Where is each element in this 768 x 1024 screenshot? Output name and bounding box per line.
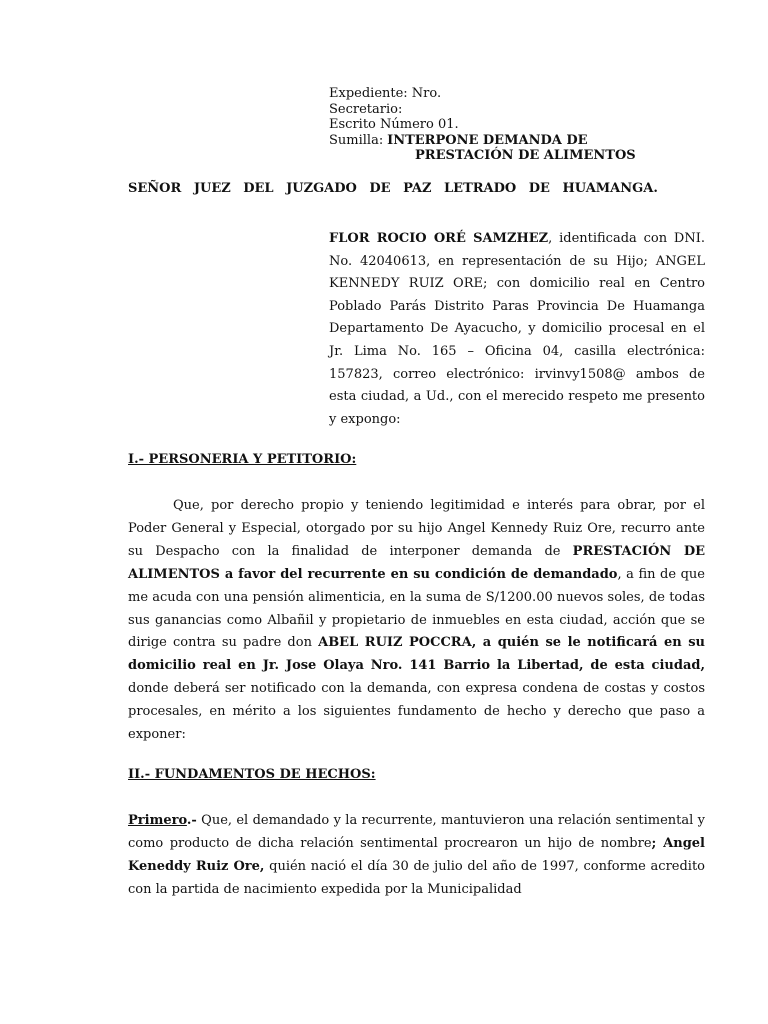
primero-text-2: quién nació el día 30 de julio del año de 1997, conforme acredito con la partida de nacimiento expedida por la Municipalidad xyxy=(128,858,706,897)
petitorio-bold-2: ABEL RUIZ POCCRA, a quién se le notificará en su domicilio real en Jr. Jose Olaya Nro. 141 Barrio la Libertad, de esta ciudad, xyxy=(128,635,705,674)
petitorio-text-3: donde deberá ser notificado con la demanda, con expresa condena de costas y costos procesales, en mérito a los siguientes fundamento de hecho y derecho que paso a exponer: xyxy=(128,681,705,743)
judge-address: SEÑOR JUEZ DEL JUZGADO DE PAZ LETRADO DE HUAMANGA. xyxy=(128,181,658,196)
secretario-line: Secretario: xyxy=(329,101,403,117)
sumilla-value: INTERPONE DEMANDA DE xyxy=(387,132,588,148)
section-title-personeria: I.- PERSONERIA Y PETITORIO: xyxy=(128,452,357,467)
primero-bold-name: ; Angel Keneddy Ruiz Ore, xyxy=(128,835,705,874)
case-header xyxy=(329,86,636,164)
party-text: , identificada con DNI. No. 42040613, en representación de su Hijo; ANGEL KENNEDY RUIZ ORE; con domicilio real en Centro Poblado Parás Distrito Paras Provincia De Huamanga Departamento De Ayacucho, y domicilio procesal en el Jr. Lima No. 165 – Oficina 04, casilla electrónica: 157823, correo electrónico: irvinvy1508@ ambos de esta ciudad, a Ud., con el merecido respeto me presento y expongo: xyxy=(329,231,705,427)
petitorio-paragraph xyxy=(128,495,705,747)
escrito-line: Escrito Número 01. xyxy=(329,117,459,132)
petitorio-text-2: , a fin de que me acuda con una pensión alimenticia, en la suma de S/1200.00 nuevos soles, de todas sus ganancias como Albañil y propietario de inmuebles en esta ciudad, acción que se dirige contra su padre don xyxy=(128,566,705,651)
primero-suffix: .- xyxy=(186,813,197,828)
section-title-fundamentos: II.- FUNDAMENTOS DE HECHOS: xyxy=(128,767,376,782)
sumilla-line xyxy=(329,133,636,149)
petitorio-text-1: Que, por derecho propio y teniendo legitimidad e interés para obrar, por el Poder General y Especial, otorgado por su hijo Angel Kennedy Ruiz Ore, recurro ante su Despacho con la finalidad de interponer demanda de xyxy=(128,498,705,559)
primero-label: Primero xyxy=(128,813,187,828)
primero-text-1: Que, el demandado y la recurrente, mantuvieron una relación sentimental y como producto de dicha relación sentimental procrearon un hijo de nombre xyxy=(128,813,705,851)
petitorio-bold-1: PRESTACIÓN DE ALIMENTOS a favor del recurrente en su condición de demandado xyxy=(128,543,705,582)
sumilla-label: Sumilla: xyxy=(329,132,384,148)
sumilla-value-line2: PRESTACIÓN DE ALIMENTOS xyxy=(415,148,636,163)
plaintiff-name: FLOR ROCIO ORÉ SAMZHEZ xyxy=(329,231,549,246)
fundamento-primero-paragraph xyxy=(128,810,705,902)
expediente-line: Expediente: Nro. xyxy=(329,86,442,101)
party-introduction xyxy=(329,228,705,431)
